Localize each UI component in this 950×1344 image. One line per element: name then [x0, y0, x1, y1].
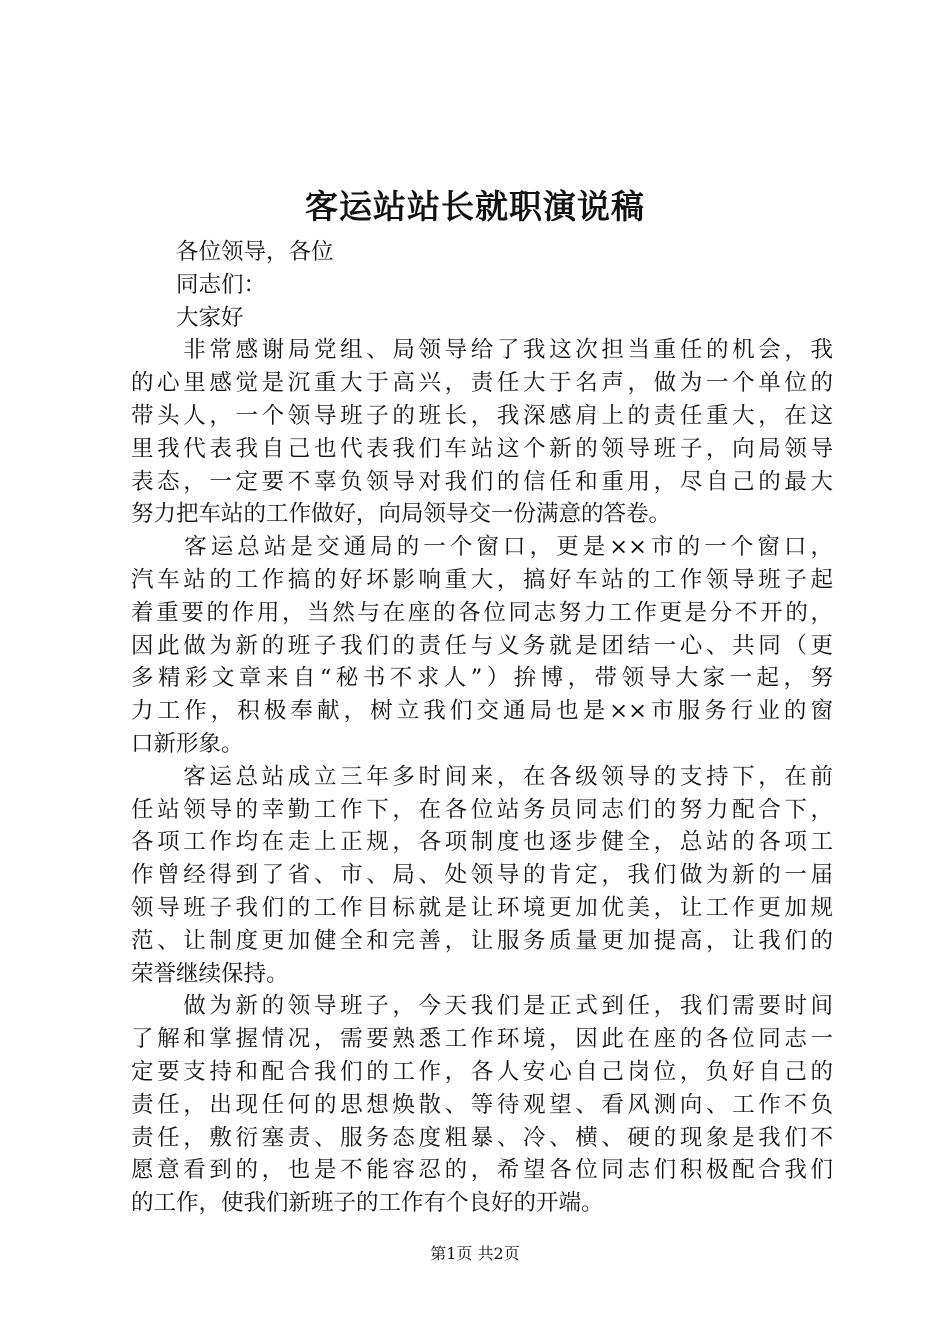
text-line: 客运总站是交通局的一个窗口，更是××市的一个窗口， [131, 534, 833, 561]
text-line: 责任，敷衍塞责、服务态度粗暴、冷、横、硬的现象是我们不 [131, 1124, 833, 1151]
document-body [131, 236, 833, 1220]
document-title: 客运站站长就职演说稿 [305, 187, 645, 226]
text-line: 各位领导，各位 [131, 239, 334, 265]
text-line: 表态，一定要不辜负领导对我们的信任和重用，尽自己的最大 [131, 468, 833, 495]
text-line: 领导班子我们的工作目标就是让环境更加优美，让工作更加规 [131, 894, 833, 921]
text-line: 的心里感觉是沉重大于高兴，责任大于名声，做为一个单位的 [131, 370, 833, 397]
text-line: 定要支持和配合我们的工作，各人安心自己岗位，负好自己的 [131, 1058, 833, 1085]
text-line: 愿意看到的，也是不能容忍的，希望各位同志们积极配合我们 [131, 1157, 833, 1184]
text-line: 的工作，使我们新班子的工作有个良好的开端。 [131, 1190, 604, 1217]
text-line: 范、让制度更加健全和完善，让服务质量更加提高，让我们的 [131, 927, 833, 954]
page-footer: 第1页 共2页 [430, 1244, 520, 1263]
text-line: 大家好 [131, 304, 244, 331]
text-line: 努力把车站的工作做好，向局领导交一份满意的答卷。 [131, 501, 672, 528]
text-line: 带头人，一个领导班子的班长，我深感肩上的责任重大，在这 [131, 402, 833, 429]
text-line: 任站领导的幸勤工作下，在各位站务员同志们的努力配合下， [131, 796, 833, 823]
text-line: 各项工作均在走上正规，各项制度也逐步健全，总站的各项工 [131, 829, 833, 856]
text-line: 非常感谢局党组、局领导给了我这次担当重任的机会，我 [131, 337, 833, 364]
text-line: 作曾经得到了省、市、局、处领导的肯定，我们做为新的一届 [131, 862, 833, 889]
text-line: 荣誉继续保持。 [131, 960, 289, 987]
text-line: 里我代表我自己也代表我们车站这个新的领导班子，向局领导 [131, 435, 833, 462]
text-line: 汽车站的工作搞的好坏影响重大，搞好车站的工作领导班子起 [131, 566, 833, 593]
text-line: 了解和掌握情况，需要熟悉工作环境，因此在座的各位同志一 [131, 1026, 833, 1053]
text-line: 着重要的作用，当然与在座的各位同志努力工作更是分不开的， [131, 599, 833, 626]
text-line: 责任，出现任何的思想焕散、等待观望、看风测向、工作不负 [131, 1091, 833, 1118]
text-line: 做为新的领导班子，今天我们是正式到任，我们需要时间 [131, 993, 833, 1020]
text-line: 同志们： [131, 271, 267, 298]
text-line: 因此做为新的班子我们的责任与义务就是团结一心、共同（更 [131, 632, 833, 659]
text-line: 客运总站成立三年多时间来，在各级领导的支持下，在前 [131, 763, 833, 790]
text-line: 多精彩文章来自“秘书不求人”）拚博，带领导大家一起，努 [131, 665, 833, 692]
text-line: 口新形象。 [131, 730, 244, 757]
text-line: 力工作，积极奉献，树立我们交通局也是××市服务行业的窗 [131, 698, 833, 725]
